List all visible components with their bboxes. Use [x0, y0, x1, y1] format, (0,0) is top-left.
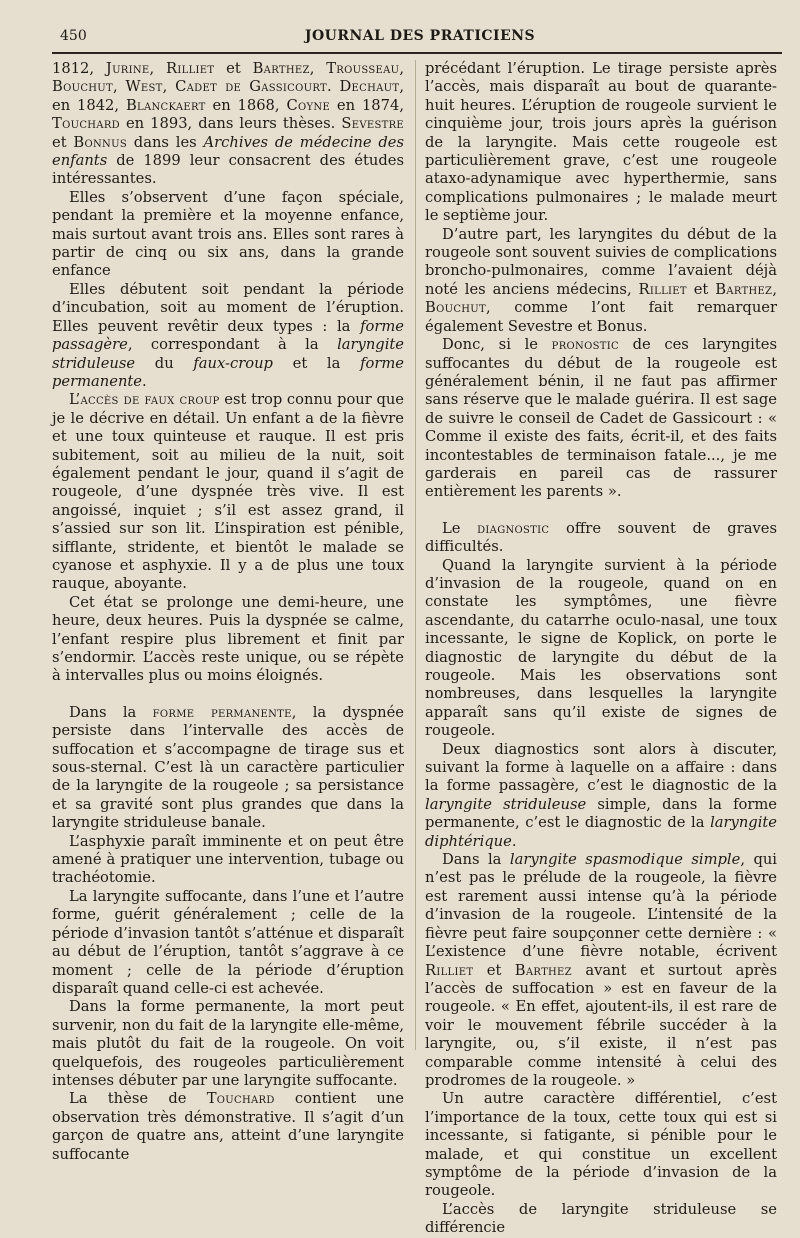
paragraph [52, 998, 404, 1090]
text-run: contient une observation très démonstrative. Il s’agit d’un garçon de quatre ans, atteint d’une laryngite suffocante [52, 1090, 404, 1163]
italic-run: laryngite striduleuse [425, 795, 587, 813]
small-caps-run: Barthez [715, 280, 773, 298]
text-run: . [326, 78, 340, 96]
paragraph [52, 833, 404, 888]
paragraph [425, 60, 777, 226]
small-caps-run: Sevestre [341, 115, 404, 133]
text-run: et [214, 60, 253, 77]
text-run: de ces laryngites suffocantes du début de la rougeole est généralement bénin, il ne faut pas affirmer sans réserve que le malade guérira. Il est sage de suivre le conseil de Cadet de Gassicourt : « Comme il existe des faits, écrit-il, et des faits incontestables de terminaison fatale..., je me garderais en pareil cas de rassurer entièrement les parents ». [425, 336, 777, 501]
text-run: , correspondant à la [127, 336, 338, 354]
text-run: , en 1842, [52, 78, 405, 114]
small-caps-run: L’accès de faux croup [69, 391, 220, 409]
text-run: avant et surtout après l’accès de suffocation » est en faveur de la rougeole. « En effet, ajoutent-ils, il est rare de voir le mouvement fébrile succéder à la laryngite, ou, s’il existe, il n’est pas comparable comme intensité à celui des prodromes de la rougeole. » [425, 961, 777, 1089]
text-run: D’autre part, les laryngites du début de la rougeole sont souvent suivies de complications broncho-pulmonaires, comme l’avaient déjà noté les anciens médecins, [425, 225, 777, 298]
paragraph [52, 281, 404, 391]
text-run: L’accès de laryngite striduleuse se différencie [425, 1200, 777, 1237]
text-run: Dans la [442, 851, 510, 869]
paragraph [52, 391, 404, 593]
paragraph [52, 704, 404, 833]
paragraph [425, 741, 777, 851]
paragraph [425, 1090, 777, 1200]
small-caps-run: Touchard [52, 115, 120, 133]
text-run: . [142, 372, 147, 390]
paragraph [425, 226, 777, 336]
small-caps-run: Bouchut [52, 78, 113, 96]
page-number: 450 [60, 28, 87, 44]
text-run: Cet état se prolonge une demi-heure, une heure, deux heures. Puis la dyspnée se calme, l’enfant respire plus librement et finit par s’endormir. L’accès reste unique, ou se répète à intervalles plus ou moins éloignés. [52, 593, 404, 685]
paragraph [425, 1201, 777, 1238]
small-caps-run: pronostic [551, 336, 619, 354]
italic-run: laryngite diphtérique [425, 814, 777, 850]
text-run: en 1874, [330, 96, 404, 114]
paragraph [425, 520, 777, 557]
text-run: . [511, 832, 517, 850]
text-run: et [686, 280, 716, 298]
small-caps-run: Rilliet [166, 60, 215, 77]
header-rule [52, 52, 782, 54]
page-header [60, 28, 780, 50]
text-run: Le [442, 519, 478, 537]
italic-run: faux-croup [193, 354, 273, 372]
paragraph [52, 189, 404, 281]
text-run: L’asphyxie paraît imminente et on peut être amené à pratiquer une intervention, tubage ou trachéotomie. [52, 832, 404, 887]
text-run: en 1868, [205, 96, 287, 114]
text-run: et la [272, 354, 361, 372]
text-run: , [399, 60, 405, 77]
text-run: , qui n’est pas le prélude de la rougeole, la fièvre est rarement aussi intense qu’à la période d’invasion de la rougeole. L’intensité de la fièvre peut faire soupçonner cette dernière : « L’existence d’une fièvre notable, écrivent [425, 851, 778, 961]
text-run: , [149, 60, 167, 77]
paragraph [52, 594, 404, 686]
small-caps-run: Rilliet [638, 280, 687, 298]
text-run: et [473, 961, 515, 979]
text-run: du [135, 354, 194, 372]
small-caps-run: Bouchut [425, 299, 486, 317]
right-column [425, 60, 777, 1238]
text-run: de 1899 leur consacrent des études intéressantes. [52, 152, 404, 188]
paragraph [425, 851, 777, 1090]
small-caps-run: diagnostic [477, 519, 550, 537]
small-caps-run: Trousseau [326, 60, 400, 77]
italic-run: forme permanente [52, 354, 404, 390]
text-run: , [772, 280, 777, 298]
paragraph [52, 1090, 404, 1164]
paragraph [425, 336, 777, 502]
paragraph [52, 60, 404, 189]
italic-run: forme passagère [52, 317, 404, 354]
small-caps-run: Rilliet [425, 961, 474, 979]
text-run: Deux diagnostics sont alors à discuter, suivant la forme à laquelle on a affaire : dans la forme passagère, c’est le diagnostic de la [425, 740, 777, 795]
small-caps-run: West [125, 78, 163, 96]
text-run: précédant l’éruption. Le tirage persiste après l’accès, mais disparaît au bout de quarante-huit heures. L’éruption de rougeole survient le cinquième jour, trois jours après la guérison de la laryngite. Mais cette rougeole est particulièrement grave, c’est une rougeole ataxo-adynamique avec hyperthermie, sans complications pulmonaires ; le malade meurt le septième jour. [425, 60, 777, 225]
text-run: , [309, 60, 327, 77]
text-run: , [162, 78, 176, 96]
text-run: en 1893, dans leurs thèses. [119, 115, 342, 133]
small-caps-run: Bonnus [73, 133, 127, 151]
italic-run: laryngite spasmodique simple [509, 851, 741, 869]
text-run: est trop connu pour que je le décrive en détail. Un enfant a de la fièvre et une toux quinteuse et rauque. Il est pris subitement, soit au milieu de la nuit, soit également pendant le jour, quand il s’agit de rougeole, d’une dyspnée très vive. Il est angoissé, inquiet ; s’il est assez grand, il s’assied sur son lit. L’inspiration est pénible, sifflante, stridente, et bientôt le malade se cyanose et asphyxie. Il y a de plus une toux rauque, aboyante. [52, 391, 404, 593]
running-title: JOURNAL DES PRATICIENS [304, 28, 536, 44]
text-run: offre souvent de graves difficultés. [425, 519, 777, 556]
text-run: , comme l’ont fait remarquer également Sevestre et Bonus. [425, 299, 777, 335]
text-run: Donc, si le [442, 336, 552, 354]
small-caps-run: Dechaut [339, 78, 400, 96]
left-column [52, 60, 404, 1164]
text-run: Elles débutent soit pendant la période d’incubation, soit au moment de l’éruption. Elles peuvent revêtir deux types : la [52, 280, 404, 335]
text-run: Dans la [69, 703, 153, 721]
small-caps-run: Blanckaert [125, 96, 206, 114]
italic-run: Archives de médecine des enfants [52, 133, 405, 170]
text-run: et [52, 133, 74, 151]
small-caps-run: forme permanente [152, 703, 292, 721]
small-caps-run: Touchard [206, 1090, 275, 1108]
small-caps-run: Barthez [252, 60, 310, 77]
text-run: , [113, 78, 126, 96]
small-caps-run: Jurine [105, 60, 150, 77]
text-run: , la dyspnée persiste dans l’intervalle des accès de suffocation et s’accompagne de tirage sus et sous-sternal. C’est là un caractère particulier de la laryngite de la rougeole ; sa persistance et sa gravité sont plus grandes que dans la laryngite striduleuse banale. [52, 703, 404, 832]
text-run: Dans la forme permanente, la mort peut survenir, non du fait de la laryngite elle-même, mais plutôt du fait de la rougeole. On voit quelquefois, des rougeoles particulièrement intenses débuter par une laryngite suffocante. [52, 998, 404, 1089]
small-caps-run: Barthez [514, 961, 572, 979]
text-run: 1812, [52, 60, 106, 77]
paragraph [425, 557, 777, 741]
text-run: dans les [126, 133, 204, 151]
text-run: La thèse de [69, 1090, 207, 1108]
text-run: Quand la laryngite survient à la période d’invasion de la rougeole, quand on en constate les symptômes, une fièvre ascendante, du catarrhe oculo-nasal, une toux incessante, le signe de Koplick, on porte le diagnostic de laryngite du début de la rougeole. Mais les observations sont nombreuses, dans lesquelles la laryngite apparaît sans qu’il existe de signes de rougeole. [425, 556, 777, 740]
text-run: Elles s’observent d’une façon spéciale, pendant la première et la moyenne enfance, mais surtout avant trois ans. Elles sont rares à partir de cinq ou six ans, dans la grande enfance [52, 188, 404, 280]
column-divider [415, 60, 416, 1050]
small-caps-run: Cadet de Gassicourt [175, 78, 327, 96]
small-caps-run: Coyne [286, 96, 331, 114]
italic-run: laryngite striduleuse [52, 336, 404, 372]
paragraph [52, 888, 404, 998]
text-run: simple, dans la forme permanente, c’est le diagnostic de la [425, 795, 777, 832]
text-run: La laryngite suffocante, dans l’une et l’autre forme, guérit généralement ; celle de la période d’invasion tantôt s’atténue et disparaît au début de l’éruption, tantôt s’aggrave à ce moment ; celle de la période d’éruption disparaît quand celle-ci est achevée. [52, 887, 404, 997]
text-run: Un autre caractère différentiel, c’est l’importance de la toux, cette toux qui est si incessante, si fatigante, si pénible pour le malade, et qui constitue un excellent symptôme de la période d’invasion de la rougeole. [425, 1090, 777, 1200]
